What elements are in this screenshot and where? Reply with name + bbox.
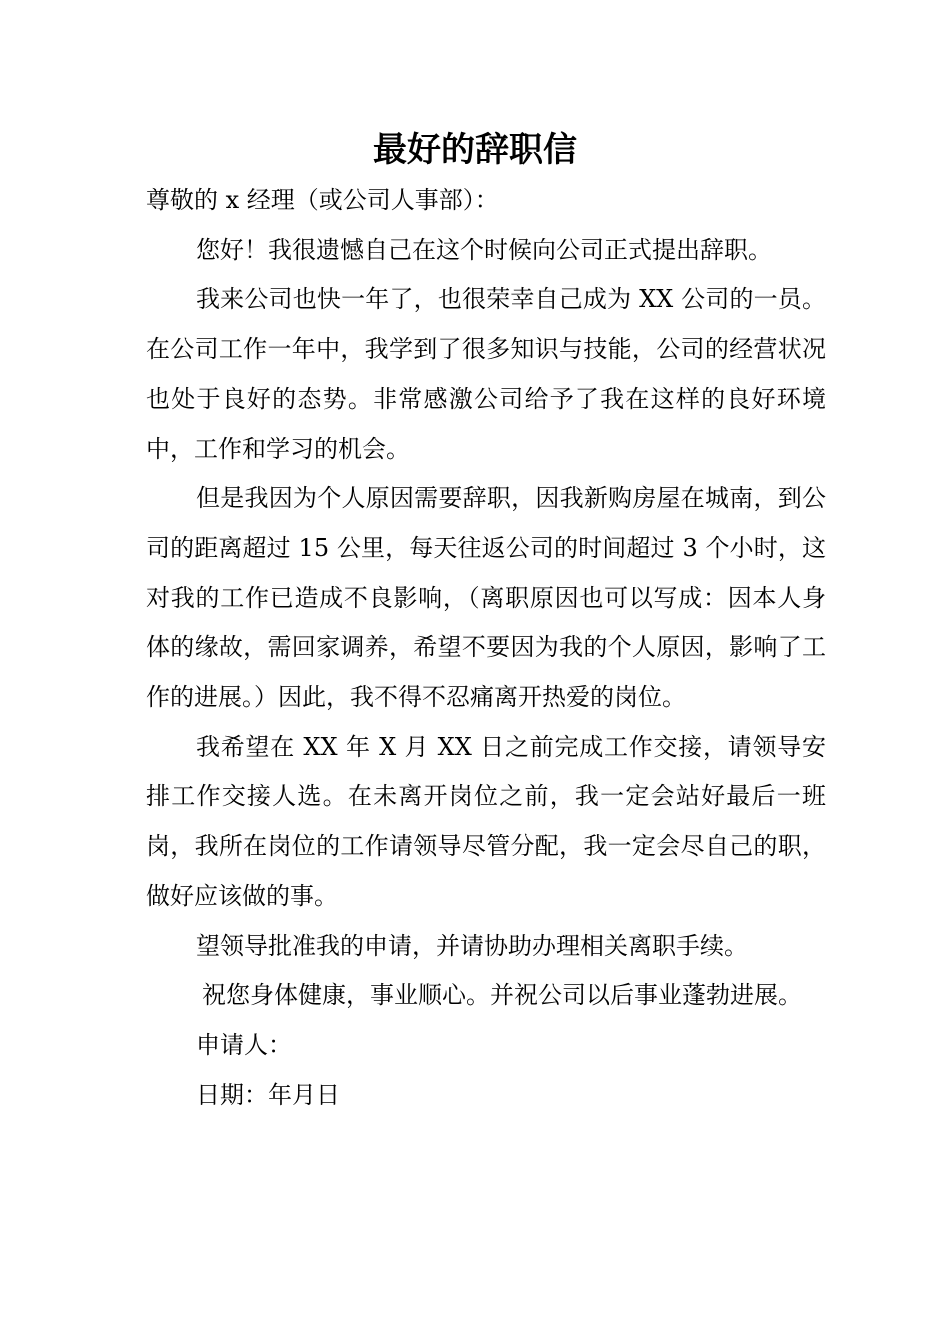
paragraph-wishes: 祝您身体健康，事业顺心。并祝公司以后事业蓬勃进展。 <box>202 981 802 1010</box>
applicant-line: 申请人： <box>196 1030 292 1059</box>
letter-body <box>146 176 826 1120</box>
paragraph-greeting: 您好！我很遗憾自己在这个时候向公司正式提出辞职。 <box>196 235 772 264</box>
paragraph-experience: 我来公司也快一年了，也很荣幸自己成为 XX 公司的一员。在公司工作一年中，我学到了很多知识与技能，公司的经营状况也处于良好的态势。非常感激公司给予了我在这样的良好环境中，工作和学习的机会。 <box>146 285 826 463</box>
date-line: 日期：年月日 <box>196 1080 340 1109</box>
paragraph-reason: 但是我因为个人原因需要辞职，因我新购房屋在城南，到公司的距离超过 15 公里，每天往返公司的时间超过 3 个小时，这对我的工作已造成不良影响，（离职原因也可以写成：因本人身体的缘故，需回家调养，希望不要因为我的个人原因，影响了工作的进展。）因此，我不得不忍痛离开热爱的岗位。 <box>146 484 826 712</box>
paragraph-request: 望领导批准我的申请，并请协助办理相关离职手续。 <box>196 931 748 960</box>
paragraph-handover: 我希望在 XX 年 X 月 XX 日之前完成工作交接，请领导安排工作交接人选。在未离开岗位之前，我一定会站好最后一班岗，我所在岗位的工作请领导尽管分配，我一定会尽自己的职，做好应该做的事。 <box>146 732 826 910</box>
document-title: 最好的辞职信 <box>373 130 577 170</box>
salutation: 尊敬的 x 经理（或公司人事部）： <box>146 186 499 214</box>
